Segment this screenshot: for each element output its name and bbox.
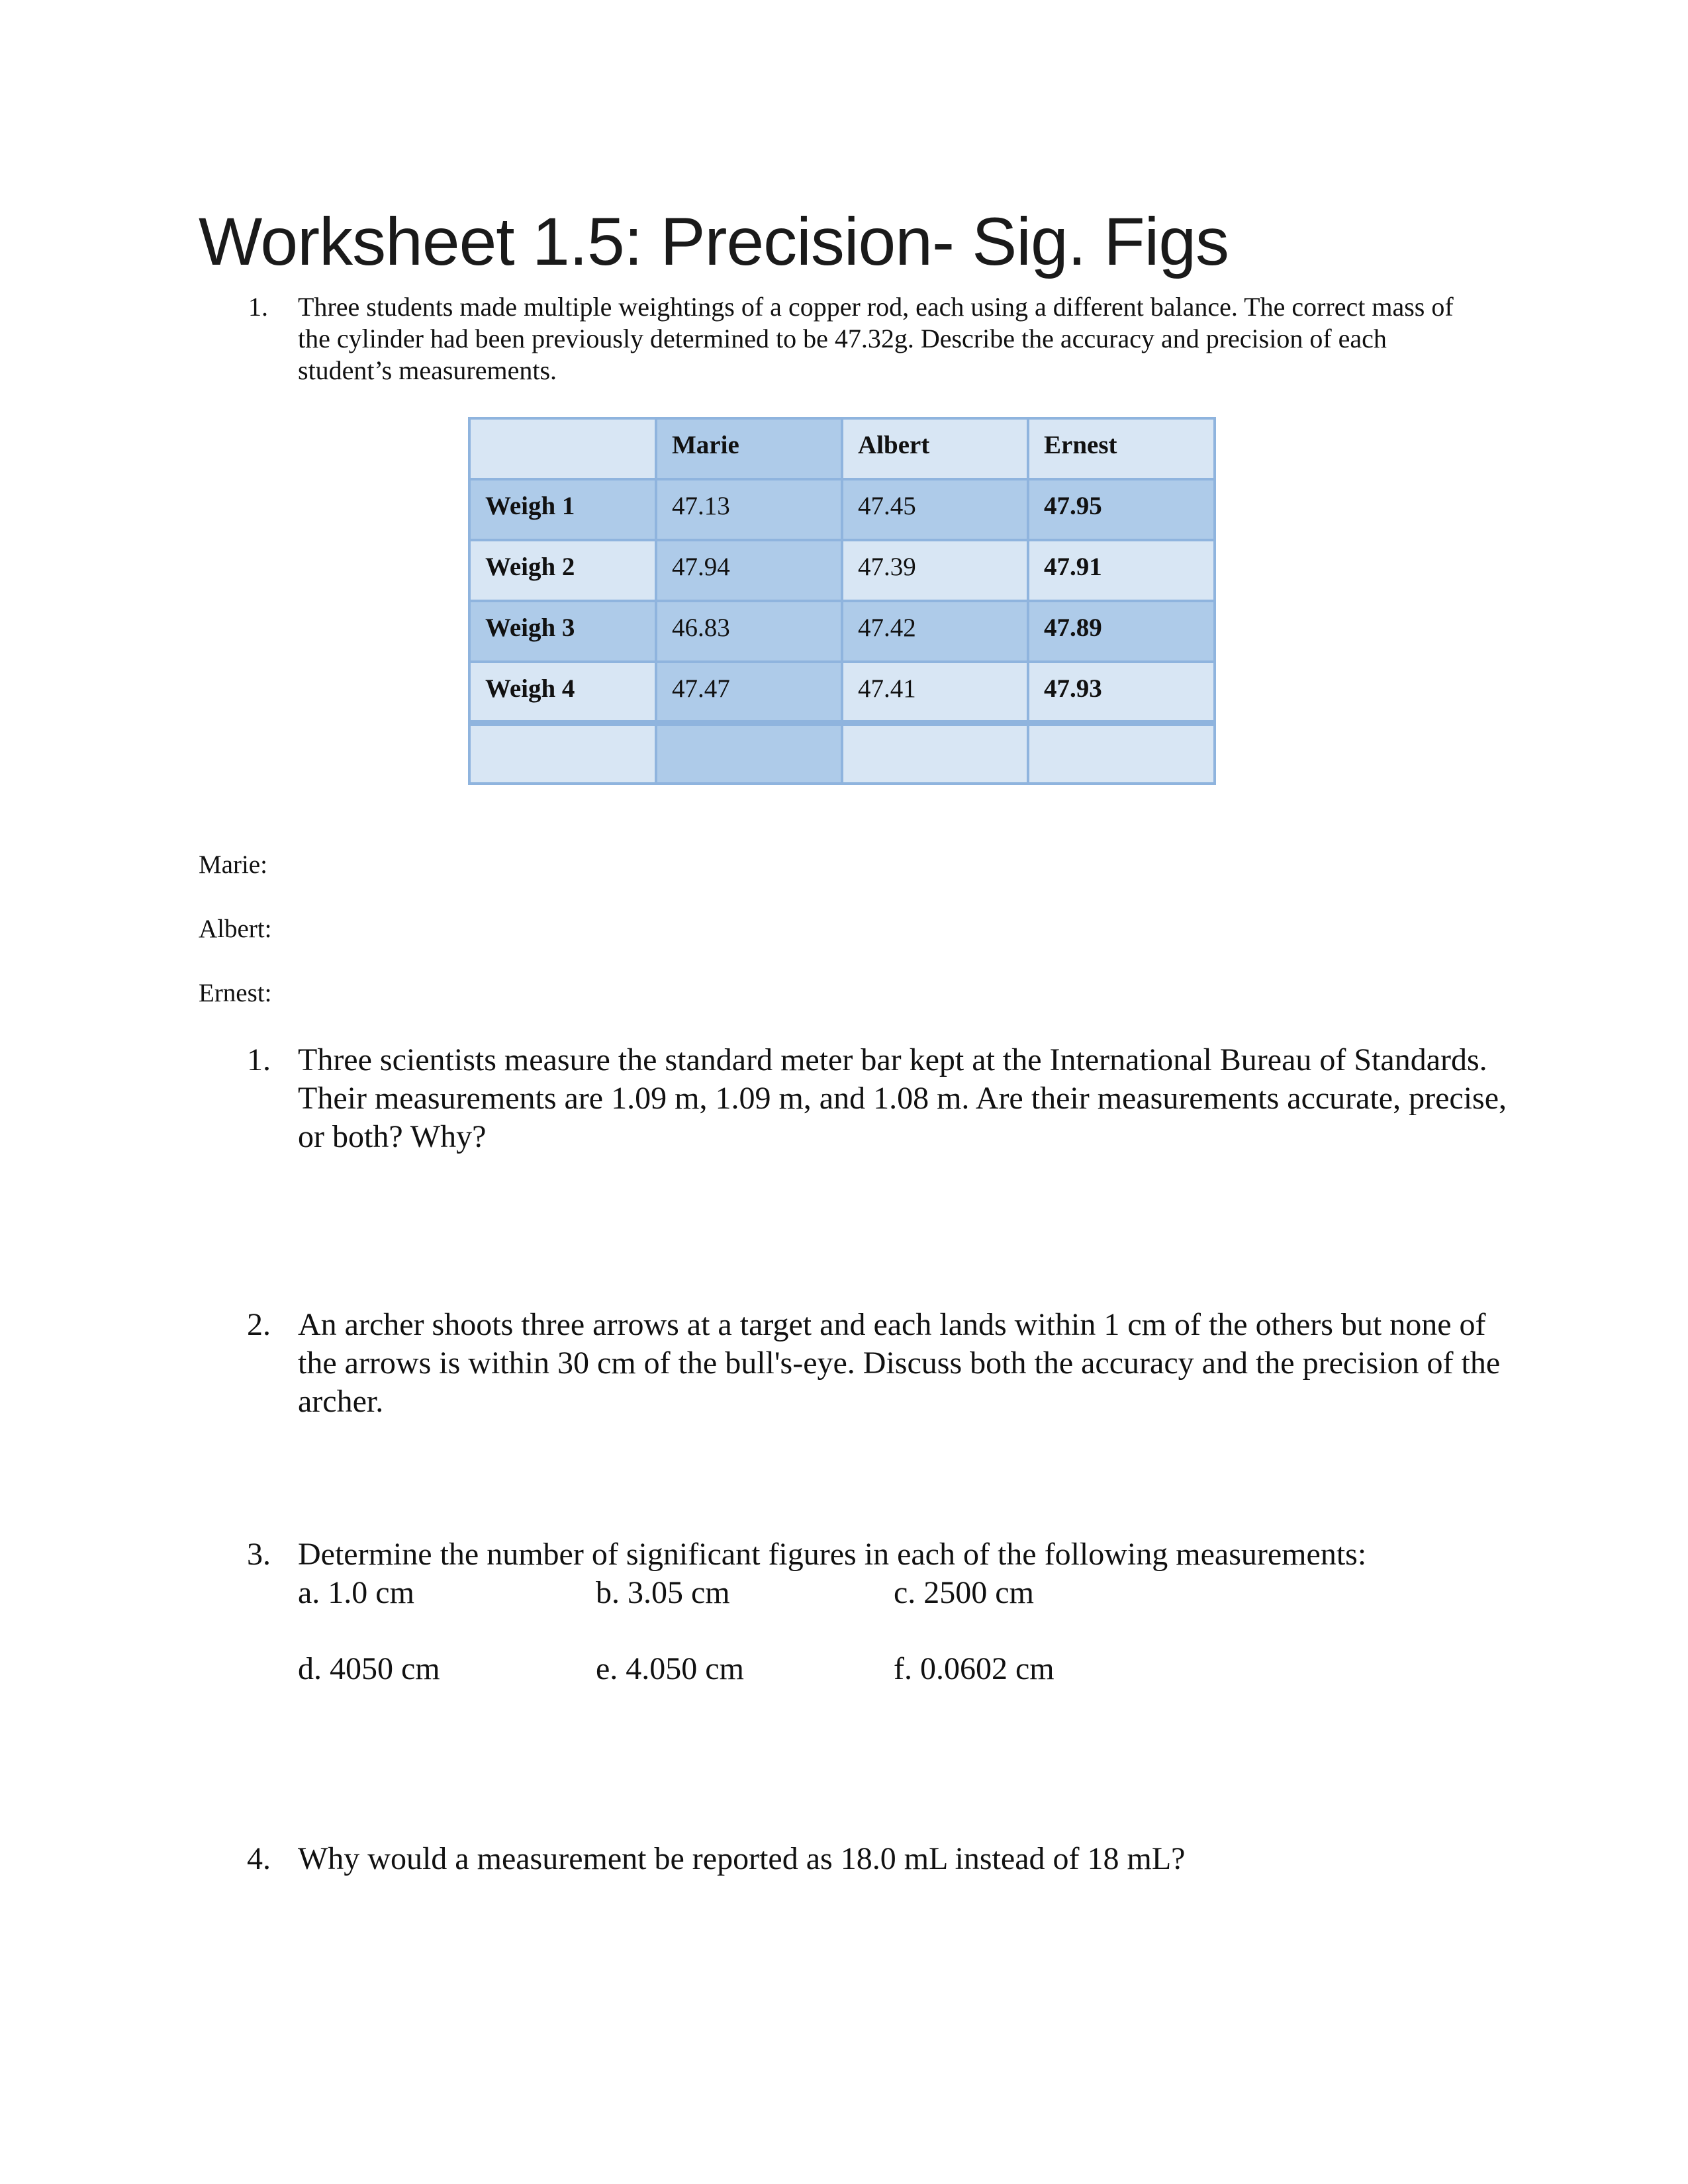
table-cell: 47.94: [656, 540, 842, 601]
question-text: Why would a measurement be reported as 18.0 mL instead of 18 mL?: [298, 1841, 1186, 1876]
table-header-row: [469, 418, 1215, 479]
table-empty-row: [469, 723, 1215, 784]
sig-fig-item-c: c. 2500 cm: [894, 1575, 1034, 1610]
answer-label-albert: Albert:: [199, 915, 272, 943]
table-header-cell: Ernest: [1028, 418, 1215, 479]
question-number: 1.: [247, 1042, 271, 1077]
question-text: Three students made multiple weightings of a copper rod, each using a different balance. The correct mass of the cylinder had been previously determined to be 47.32g. Describe the accuracy and precision of each student’s measurements.: [298, 292, 1454, 385]
question-text: Three scientists measure the standard meter bar kept at the International Bureau of Standards. Their measurements are 1.09 m, 1.09 m, and 1.08 m. Are their measurements accurate, precise, or both? Why?: [298, 1042, 1507, 1154]
sig-fig-item-d: d. 4050 cm: [298, 1651, 440, 1686]
row-label: Weigh 3: [469, 601, 656, 662]
table-cell: 47.95: [1028, 479, 1215, 540]
row-label: Weigh 2: [469, 540, 656, 601]
table-cell: 47.89: [1028, 601, 1215, 662]
sig-fig-item-f: f. 0.0602 cm: [894, 1651, 1055, 1686]
table-row: [469, 601, 1215, 662]
question-number: 4.: [247, 1841, 271, 1876]
table-cell: [842, 723, 1028, 784]
table-cell: 47.91: [1028, 540, 1215, 601]
table-header-cell: Albert: [842, 418, 1028, 479]
question-number: 1.: [248, 292, 268, 322]
row-label: Weigh 1: [469, 479, 656, 540]
sig-fig-item-a: a. 1.0 cm: [298, 1575, 414, 1610]
table-header-cell: Marie: [656, 418, 842, 479]
measurement-table: [468, 417, 1216, 785]
table-row: [469, 540, 1215, 601]
table-cell: 47.47: [656, 662, 842, 723]
table-header-cell: [469, 418, 656, 479]
table-row: [469, 479, 1215, 540]
sig-fig-item-e: e. 4.050 cm: [596, 1651, 744, 1686]
answer-label-marie: Marie:: [199, 850, 267, 879]
table-cell: [1028, 723, 1215, 784]
table-cell: 47.42: [842, 601, 1028, 662]
row-label: Weigh 4: [469, 662, 656, 723]
table-cell: 47.39: [842, 540, 1028, 601]
table-cell: [656, 723, 842, 784]
table-cell: 47.45: [842, 479, 1028, 540]
question-number: 2.: [247, 1307, 271, 1342]
table-cell: 47.13: [656, 479, 842, 540]
question-text: An archer shoots three arrows at a target and each lands within 1 cm of the others but none of the arrows is within 30 cm of the bull's-eye. Discuss both the accuracy and the precision of the archer.: [298, 1307, 1501, 1419]
table-cell: 47.93: [1028, 662, 1215, 723]
table-cell: 47.41: [842, 662, 1028, 723]
question-text: Determine the number of significant figures in each of the following measurements:: [298, 1537, 1367, 1572]
table-cell: 46.83: [656, 601, 842, 662]
page-title: Worksheet 1.5: Precision- Sig. Figs: [199, 204, 1229, 279]
answer-label-ernest: Ernest:: [199, 979, 272, 1007]
question-number: 3.: [247, 1537, 271, 1572]
table-row: [469, 662, 1215, 723]
sig-fig-item-b: b. 3.05 cm: [596, 1575, 730, 1610]
table-cell: [469, 723, 656, 784]
